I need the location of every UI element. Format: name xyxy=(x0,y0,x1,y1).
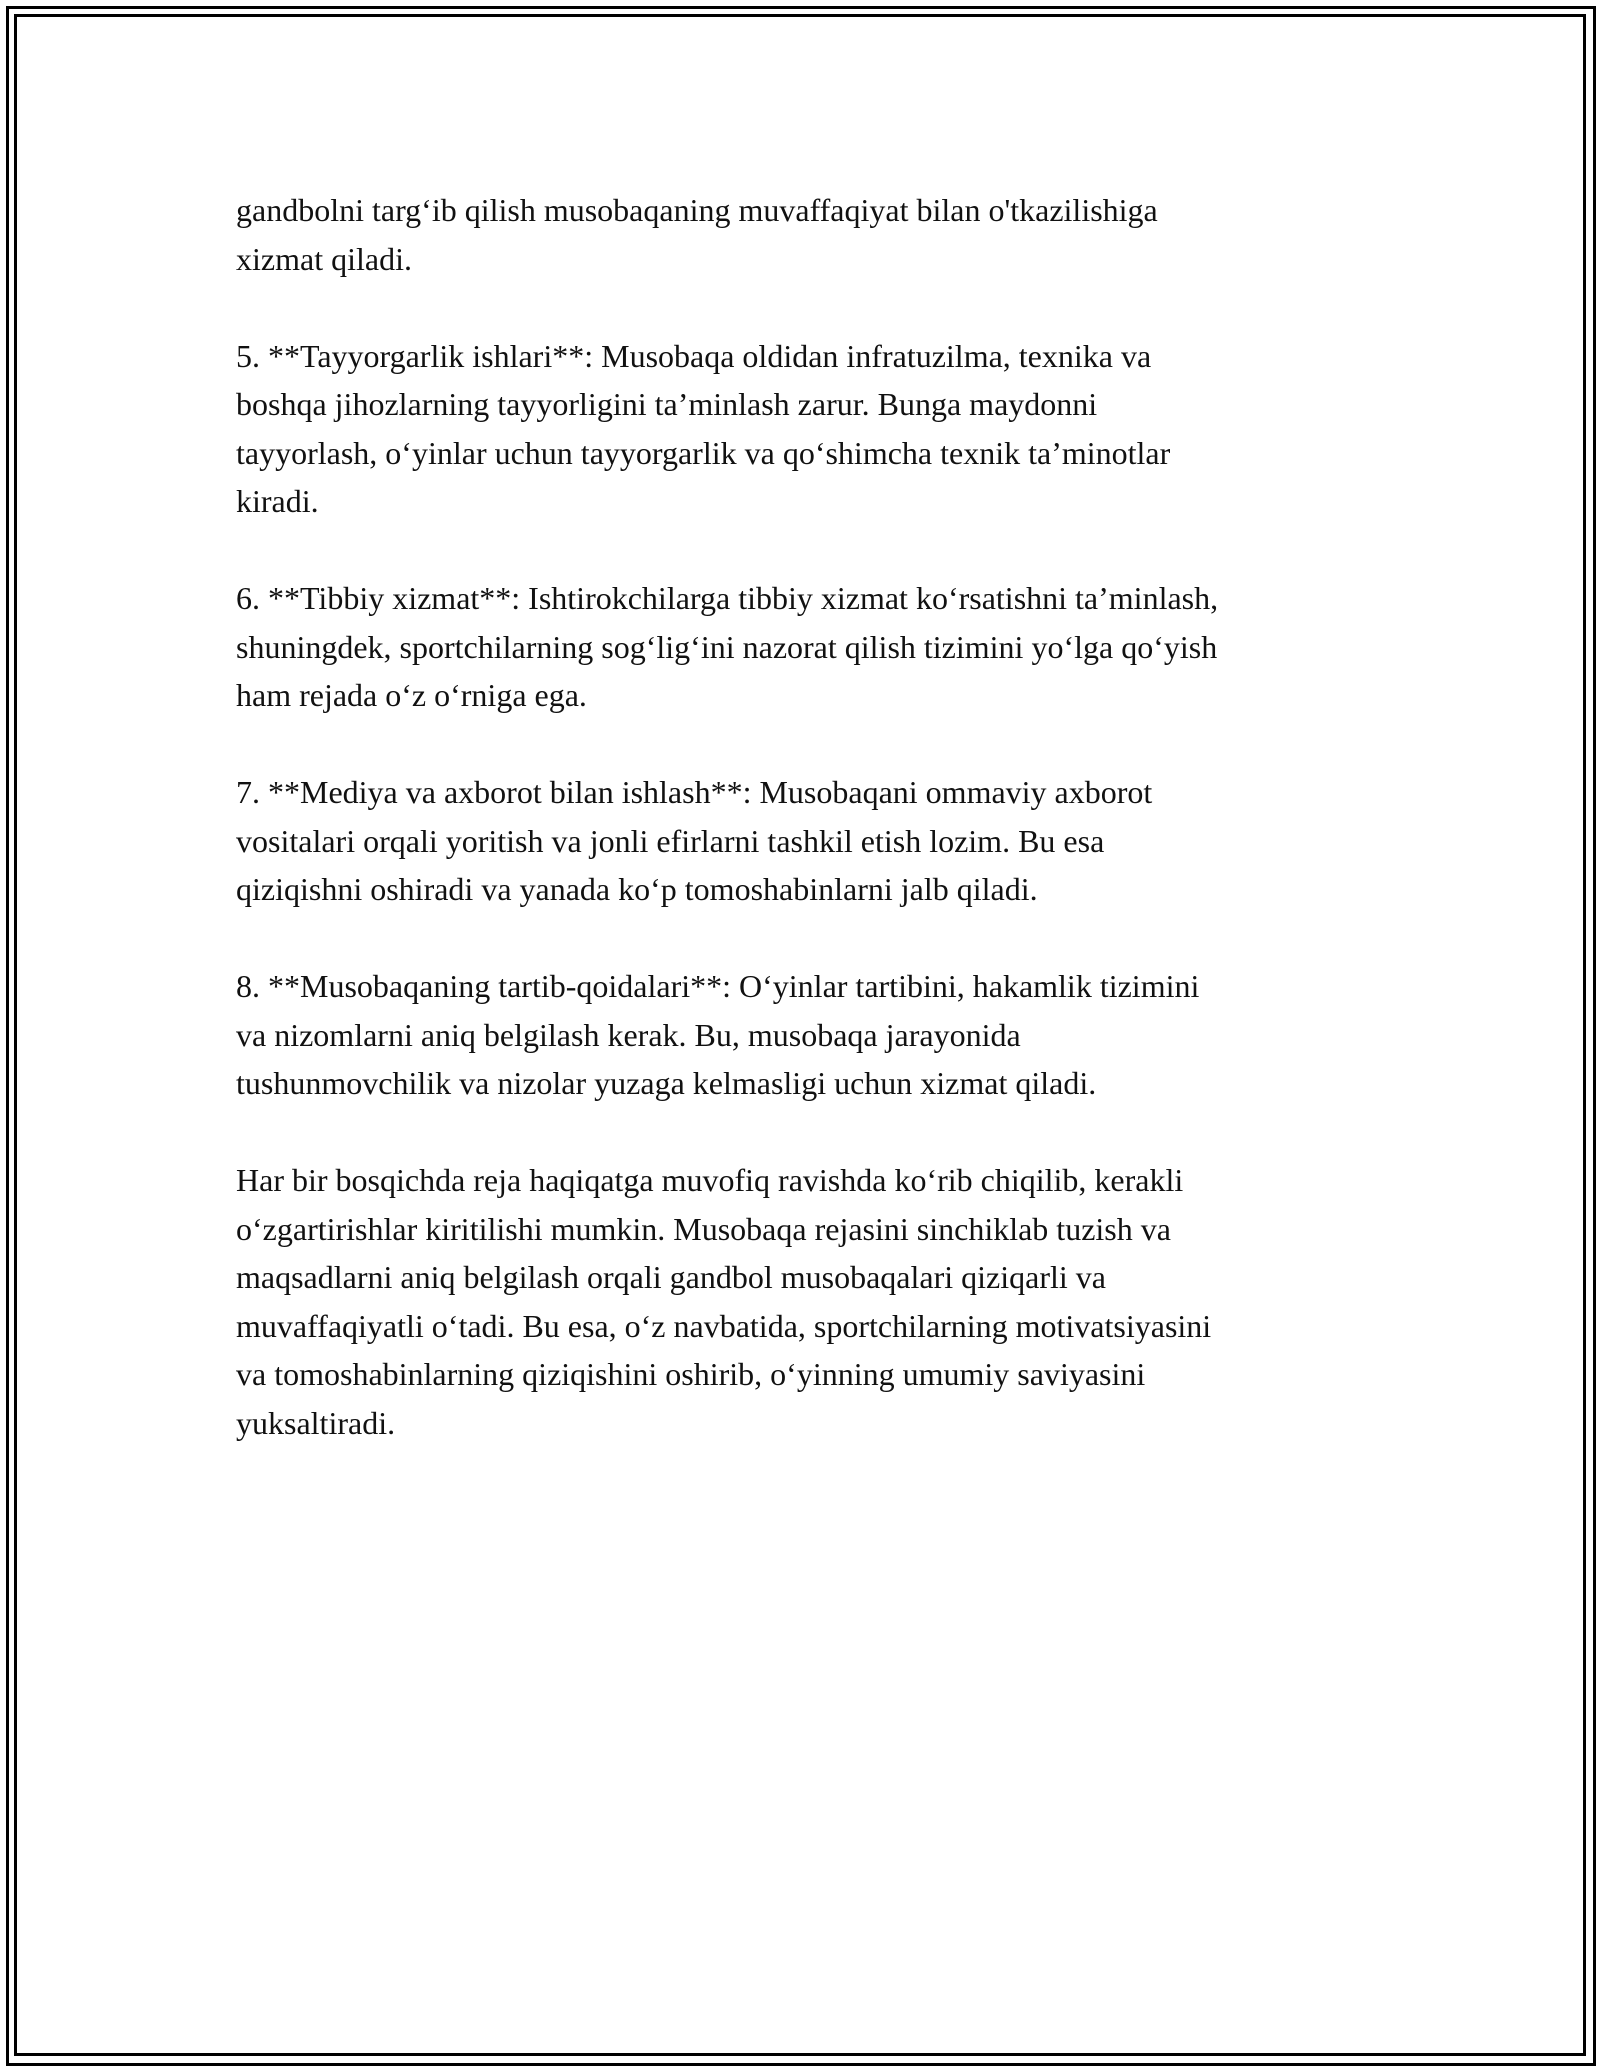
paragraph-item-5 xyxy=(236,332,1376,526)
text-line: 7. **Mediya va axborot bilan ishlash**: Musobaqani ommaviy axborot xyxy=(236,774,1153,810)
text-line: vositalari orqali yoritish va jonli efirlarni tashkil etish lozim. Bu esa xyxy=(236,822,1105,859)
text-line: xizmat qiladi. xyxy=(236,240,412,277)
text-line: ham rejada o‘z o‘rniga ega. xyxy=(236,677,587,713)
paragraph-conclusion xyxy=(236,1156,1376,1447)
paragraph-item-6 xyxy=(236,574,1376,720)
text-line: 6. **Tibbiy xizmat**: Ishtirokchilarga tibbiy xizmat ko‘rsatishni ta’minlash, xyxy=(236,580,1219,616)
text-line: maqsadlarni aniq belgilash orqali gandbol musobaqalari qiziqarli va xyxy=(236,1259,1106,1295)
text-line: Har bir bosqichda reja haqiqatga muvofiq ravishda ko‘rib chiqilib, kerakli xyxy=(236,1162,1184,1198)
text-line: va nizomlarni aniq belgilash kerak. Bu, musobaqa jarayonida xyxy=(236,1016,1021,1053)
text-line: tushunmovchilik va nizolar yuzaga kelmasligi uchun xizmat qiladi. xyxy=(236,1065,1097,1101)
text-line: tayyorlash, o‘yinlar uchun tayyorgarlik va qo‘shimcha texnik ta’minotlar xyxy=(236,434,1171,471)
text-line: kiradi. xyxy=(236,483,319,519)
text-line: muvaffaqiyatli o‘tadi. Bu esa, o‘z navbatida, sportchilarning motivatsiyasini xyxy=(236,1307,1212,1344)
text-line: shuningdek, sportchilarning sog‘lig‘ini nazorat qilish tizimini yo‘lga qo‘yish xyxy=(236,628,1218,665)
text-line: yuksaltiradi. xyxy=(236,1404,396,1441)
text-line: qiziqishni oshiradi va yanada ko‘p tomoshabinlarni jalb qiladi. xyxy=(236,871,1038,907)
text-line: 8. **Musobaqaning tartib-qoidalari**: O‘yinlar tartibini, hakamlik tizimini xyxy=(236,968,1200,1004)
document-body xyxy=(236,186,1376,1496)
paragraph-intro-continuation xyxy=(236,186,1376,283)
text-line: va tomoshabinlarning qiziqishini oshirib, o‘yinning umumiy saviyasini xyxy=(236,1356,1146,1392)
text-line: 5. **Tayyorgarlik ishlari**: Musobaqa oldidan infratuzilma, texnika va xyxy=(236,337,1152,374)
paragraph-item-8 xyxy=(236,962,1376,1108)
paragraph-item-7 xyxy=(236,768,1376,914)
text-line: o‘zgartirishlar kiritilishi mumkin. Musobaqa rejasini sinchiklab tuzish va xyxy=(236,1210,1171,1247)
text-line: boshqa jihozlarning tayyorligini ta’minlash zarur. Bunga maydonni xyxy=(236,386,1098,422)
text-line: gandbolni targ‘ib qilish musobaqaning muvaffaqiyat bilan o'tkazilishiga xyxy=(236,192,1158,228)
